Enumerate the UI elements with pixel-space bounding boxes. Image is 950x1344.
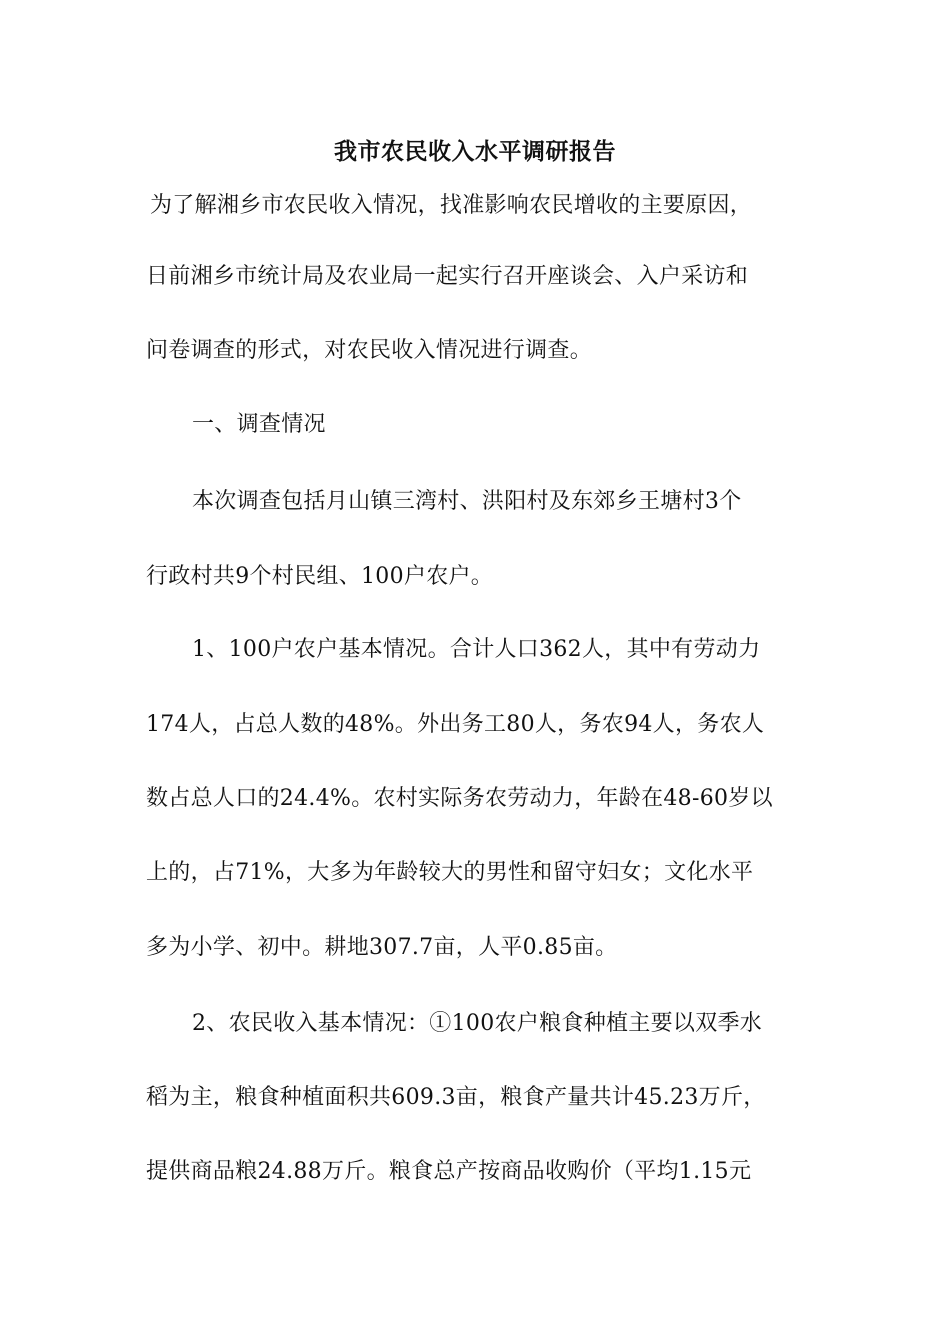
- paragraph-line: 1、100户农户基本情况。合计人口362人，其中有劳动力: [192, 637, 761, 662]
- paragraph-line: 问卷调查的形式，对农民收入情况进行调查。: [146, 338, 593, 363]
- paragraph-line: 2、农民收入基本情况：①100农户粮食种植主要以双季水: [192, 1011, 763, 1036]
- paragraph-line: 多为小学、初中。耕地307.7亩，人平0.85亩。: [146, 935, 618, 960]
- paragraph-line: 日前湘乡市统计局及农业局一起实行召开座谈会、入户采访和: [146, 264, 749, 289]
- paragraph-line: 数占总人口的24.4%。农村实际务农劳动力，年龄在48-60岁以: [146, 786, 773, 811]
- document-title: 我市农民收入水平调研报告: [334, 138, 616, 165]
- paragraph-line: 本次调查包括月山镇三湾村、洪阳村及东郊乡王塘村3个: [192, 489, 742, 514]
- paragraph-line: 上的，占71%，大多为年龄较大的男性和留守妇女；文化水平: [146, 860, 754, 885]
- paragraph-line: 提供商品粮24.88万斤。粮食总产按商品收购价（平均1.15元: [146, 1159, 752, 1184]
- paragraph-line: 行政村共9个村民组、100户农户。: [146, 564, 494, 589]
- paragraph-line: 稻为主，粮食种植面积共609.3亩，粮食产量共计45.23万斤，: [146, 1085, 766, 1110]
- paragraph-line: 174人，占总人数的48%。外出务工80人，务农94人，务农人: [146, 712, 765, 737]
- paragraph-line: 为了解湘乡市农民收入情况，找准影响农民增收的主要原因，: [150, 193, 753, 218]
- section-heading: 一、调查情况: [192, 412, 326, 437]
